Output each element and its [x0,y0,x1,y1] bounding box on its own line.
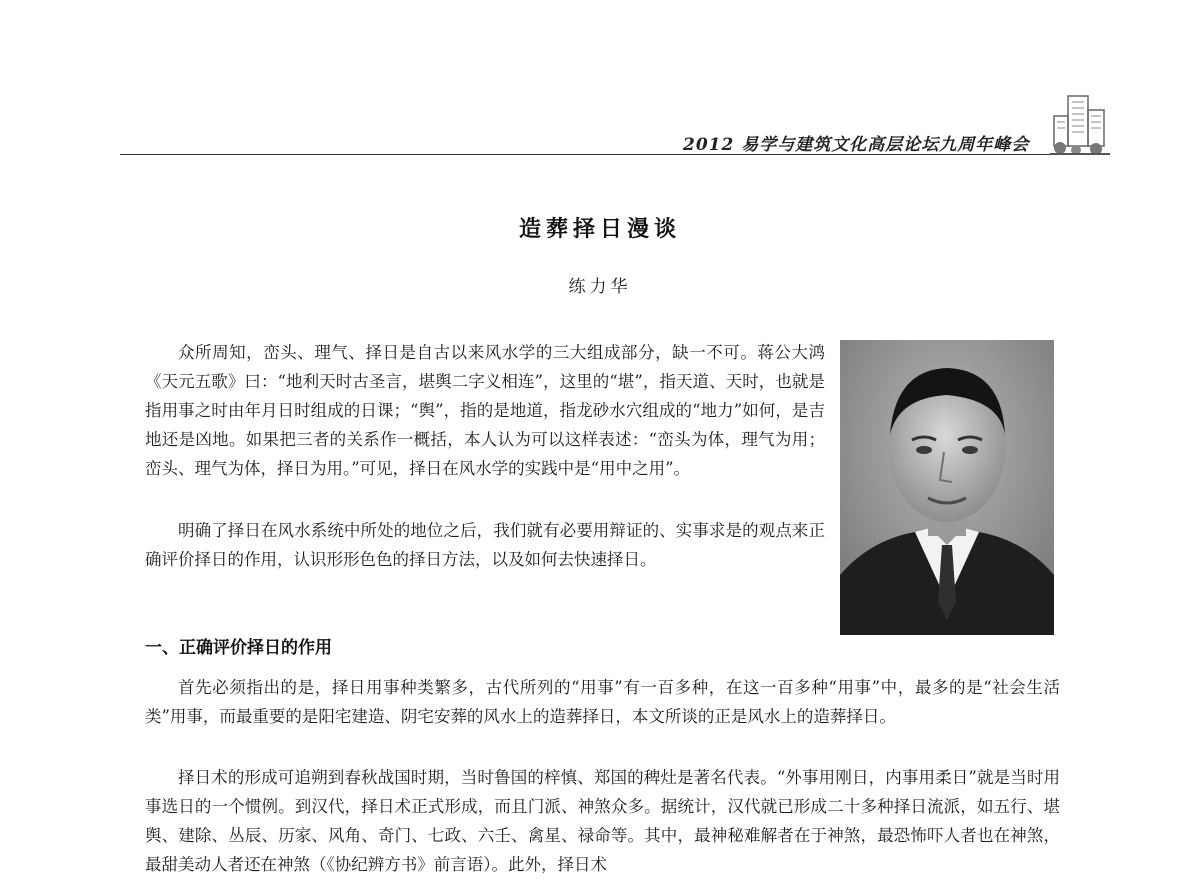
paragraph-purpose: 明确了择日在风水系统中所处的地位之后，我们就有必要用辩证的、实事求是的观点来正确评价择日的作用，认识形形色色的择日方法，以及如何去快速择日。 [145,521,825,569]
article-author: 练力华 [568,277,632,297]
paragraph-types: 首先必须指出的是，择日用事种类繁多，古代所列的“用事”有一百多种，在这一百多种“用事”中，最多的是“社会生活类”用事，而最重要的是阳宅建造、阴宅安葬的风水上的造葬择日，本文所谈的正是风水上的造葬择日。 [145,678,1060,726]
paragraph-intro: 众所周知，峦头、理气、择日是自古以来风水学的三大组成部分，缺一不可。蒋公大鸿《天元五歌》曰：“地利天时古圣言，堪舆二字义相连”，这里的“堪”，指天道、天时，也就是指用事之时由年月日时组成的日课；“舆”，指的是地道，指龙砂水穴组成的“地力”如何，是吉地还是凶地。如果把三者的关系作一概括，本人认为可以这样表述：“峦头为体，理气为用；峦头、理气为体，择日为用。”可见，择日在风水学的实践中是“用中之用”。 [145,343,825,478]
header-divider [120,154,1050,155]
building-icon [1050,92,1114,158]
author-portrait [840,340,1054,635]
paragraph-history: 择日术的形成可追朔到春秋战国时期，当时鲁国的梓慎、郑国的稗灶是著名代表。“外事用刚日，内事用柔日”就是当时用事选日的一个惯例。到汉代，择日术正式形成，而且门派、神煞众多。据统计，汉代就已形成二十多种择日流派，如五行、堪舆、建除、丛辰、历家、风角、奇门、七政、六壬、禽星、禄命等。其中，最神秘难解者在于神煞，最恐怖吓人者也在神煞，最甜美动人者还在神煞（《协纪辨方书》前言语）。此外，择日术 [145,768,1060,874]
running-title: 2012 易学与建筑文化高层论坛九周年峰会 [683,135,1030,155]
article-title: 造葬择日漫谈 [518,216,681,242]
section-heading: 一、正确评价择日的作用 [145,638,332,658]
